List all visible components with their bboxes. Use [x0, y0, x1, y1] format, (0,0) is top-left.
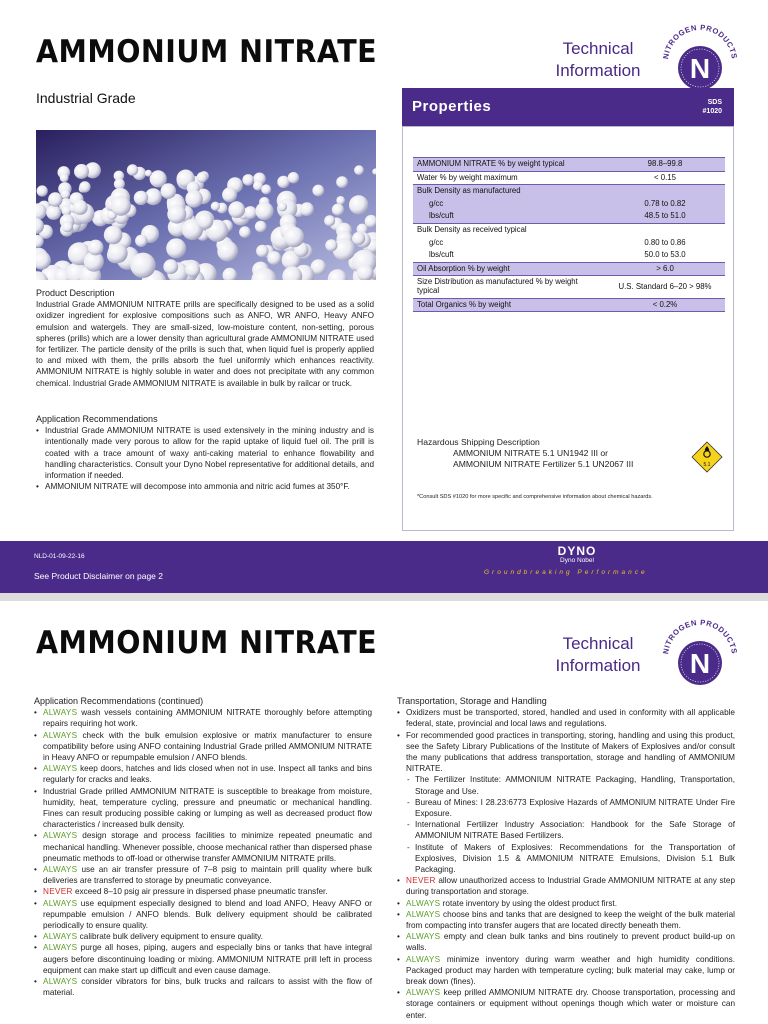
prill-bead [114, 179, 125, 190]
list-item-text: Industrial Grade prilled AMMONIUM NITRATE is susceptible to breakage from moisture, humidity, heat, temperature cycling, pressure and pneumatic or mechanical handling. Fines can result producing possible caking or lumping as well as decreased product flow characteristics / increased bulk density. [43, 786, 372, 830]
property-name: lbs/cuft [413, 210, 605, 223]
list-item [397, 909, 735, 931]
prill-bead [134, 191, 148, 205]
prill-bead [135, 235, 147, 247]
property-value: > 6.0 [605, 262, 725, 276]
reference-list [407, 774, 735, 875]
table-row [413, 171, 725, 185]
prills-photo [36, 130, 376, 280]
technical-information-label: Technical Information [555, 39, 641, 80]
reference-item: - International Fertilizer Industry Association: Handbook for the Safe Storage of AMMONIUM NITRATE Based Fertilizers. [407, 819, 735, 841]
list-item-text: keep prilled AMMONIUM NITRATE dry. Choose transportation, processing and storage containers or equipment without openings though which water or moisture can enter. [406, 988, 735, 1020]
prill-bead [261, 184, 271, 194]
list-item-text: empty and clean bulk tanks and bins routinely to prevent product build-up on walls. [406, 932, 735, 953]
footer-bar [0, 541, 768, 593]
prill-bead [130, 253, 155, 278]
list-item-text: use an air transfer pressure of 7–8 psig to maintain prill quality where bulk deliveries are transferred to storage by pneumatic conveyance. [43, 865, 372, 886]
always-keyword: ALWAYS [406, 954, 441, 964]
prill-bead [167, 205, 186, 224]
hazardous-line-1: AMMONIUM NITRATE 5.1 UN1942 III or [453, 448, 609, 458]
prill-bead [278, 202, 287, 211]
prill-bead [352, 232, 365, 245]
property-name: Bulk Density as manufactured [413, 185, 605, 198]
prill-bead [255, 202, 273, 220]
application-recommendations-heading: Application Recommendations [36, 414, 158, 424]
property-name: g/cc [429, 237, 444, 247]
prill-bead [60, 174, 69, 183]
list-item [34, 730, 372, 764]
prill-bead [267, 251, 281, 265]
prill-bead [228, 201, 245, 218]
sds-number: SDS #1020 [702, 99, 722, 115]
always-keyword: ALWAYS [406, 909, 441, 919]
prill-bead [197, 213, 214, 230]
dyno-nobel-logo: DYNO Dyno Nobel [557, 544, 597, 564]
prill-bead [161, 183, 177, 199]
prill-bead [217, 241, 238, 262]
prill-bead [163, 259, 178, 274]
list-item [34, 763, 372, 785]
nitrogen-products-logo [658, 611, 742, 695]
prill-bead [211, 202, 220, 211]
logo-letter: N [689, 53, 711, 84]
table-row [413, 249, 725, 262]
always-keyword: ALWAYS [43, 764, 78, 774]
prill-bead [37, 185, 48, 196]
property-name: Water % by weight maximum [413, 171, 605, 185]
prill-bead [46, 205, 61, 220]
list-item: • AMMONIUM NITRATE will decompose into ammonia and nitric acid fumes at 350°F. [36, 481, 374, 492]
property-value [605, 185, 725, 198]
section-heading: Application Recommendations (continued) [34, 696, 204, 706]
application-recommendations [36, 414, 374, 492]
tagline: Groundbreaking Performance [484, 569, 648, 576]
reference-item: - Institute of Makers of Explosives: Recommendations for the Transportation of Explosives, Division 1.5 & AMMONIUM NITRATE Emulsions, Division 5.1 Bulk Packaging. [407, 842, 735, 876]
property-value: U.S. Standard 6–20 > 98% [605, 276, 725, 298]
list-item-text: allow unauthorized access to Industrial Grade AMMONIUM NITRATE at any step during transportation and storage. [406, 876, 735, 897]
list-item [397, 954, 735, 988]
disclaimer-link[interactable]: See Product Disclaimer on page 2 [34, 571, 163, 581]
prill-bead [88, 240, 104, 256]
product-description-heading: Product Description [36, 288, 115, 298]
subtitle: Industrial Grade [36, 90, 136, 106]
list-item [34, 786, 372, 831]
prill-bead [256, 245, 269, 258]
list-item [397, 774, 735, 875]
hazardous-heading: Hazardous Shipping Description [417, 437, 540, 447]
table-row [413, 158, 725, 172]
prill-bead [312, 185, 324, 197]
always-keyword: ALWAYS [43, 730, 78, 740]
property-name: AMMONIUM NITRATE % by weight typical [413, 158, 605, 172]
property-value: < 0.2% [605, 298, 725, 312]
property-value: 0.78 to 0.82 [605, 198, 725, 211]
always-keyword: ALWAYS [43, 865, 78, 875]
document-code: NLD-01-09-22-16 [34, 553, 85, 560]
technical-information-label: Technical Information [555, 634, 641, 675]
prill-bead [288, 172, 299, 183]
product-description [36, 288, 374, 389]
list-item [397, 898, 735, 909]
prill-bead [145, 170, 152, 177]
always-keyword: ALWAYS [43, 932, 78, 942]
list-item [397, 707, 735, 729]
reference-item: - Bureau of Mines: I 28.23:6773 Explosive Hazards of AMMONIUM NITRATE Under Fire Exposure. [407, 797, 735, 819]
list-item-text: minimize inventory during warm weather and high humidity conditions. Packaged product may harden with temperature cycling; bulk material may cake, lump or break down (fines). [406, 954, 735, 987]
property-value: 48.5 to 51.0 [605, 210, 725, 223]
prill-bead [325, 239, 337, 251]
always-keyword: ALWAYS [43, 708, 78, 718]
prill-bead [239, 226, 251, 238]
property-name: Size Distribution as manufactured % by weight typical [413, 276, 605, 298]
section-heading: Transportation, Storage and Handling [397, 696, 547, 706]
page-title: AMMONIUM NITRATE [36, 34, 378, 70]
always-keyword: ALWAYS [43, 898, 78, 908]
property-name: Oil Absorption % by weight [413, 262, 605, 276]
table-row [413, 198, 725, 211]
page-title: AMMONIUM NITRATE [36, 625, 378, 661]
list-item-text: design storage and process facilities to minimize repeated pneumatic and mechanical handling. Whenever possible, choose mechanical rather than dispersed phase pneumatic methods to off-load or otherwise transfer AMMONIUM NITRATE prills. [43, 831, 372, 863]
reference-item: - The Fertilizer Institute: AMMONIUM NITRATE Packaging, Handling, Transportation, Storage and Use. [407, 774, 735, 796]
prill-bead [79, 181, 90, 192]
prill-bead [332, 204, 344, 216]
prill-bead [300, 202, 314, 216]
prill-bead [284, 227, 305, 248]
prill-bead [242, 174, 254, 186]
list-item-text: For recommended good practices in transporting, storing, handling and using this product, see the Safety Library Publications of the Institute of Makers of Explosives and/or consult the many publications that address transportation, storage and handling of AMMONIUM NITRATE. [406, 730, 735, 774]
prill-bead [74, 164, 89, 179]
never-keyword: NEVER [43, 887, 73, 897]
placard-class: 5.1 [703, 462, 711, 468]
prill-bead [73, 200, 88, 215]
table-row [413, 210, 725, 223]
list-item-text: consider vibrators for bins, bulk trucks and railcars to assist with the flow of material. [43, 977, 372, 998]
consult-note: *Consult SDS #1020 for more specific and comprehensive information about chemical hazards. [417, 494, 653, 500]
prill-bead [336, 176, 348, 188]
properties-table [413, 157, 725, 312]
list-item [397, 875, 735, 897]
prill-bead [108, 243, 128, 263]
prill-bead [185, 190, 203, 208]
prill-bead [349, 195, 368, 214]
table-row [413, 262, 725, 276]
logo-ring-text: NITROGEN PRODUCTS [661, 22, 739, 60]
list-item-text: use equipment especially designed to blend and load ANFO, Heavy ANFO or repumpable emulsion / ANFO blends. Bulk delivery equipment should be calibrated periodically to ensure quality. [43, 898, 372, 931]
hazardous-line-2: AMMONIUM NITRATE Fertilizer 5.1 UN2067 III [453, 459, 634, 469]
list-item-text: check with the bulk emulsion explosive or matrix manufacturer to ensure compatibility before using ANFO containing Industrial Grade prilled AMMONIUM NITRATE in Heavy ANFO or repumpable emulsion / ANFO blends. [43, 730, 372, 763]
list-item-text: wash vessels containing AMMONIUM NITRATE thoroughly before attempting repairs requiring hot work. [43, 708, 372, 729]
list-item [34, 886, 372, 897]
prill-bead [62, 221, 73, 232]
right-column [397, 696, 735, 1021]
list-item-text: Oxidizers must be transported, stored, handled and used in conformity with all applicable federal, state, provincial and local laws and regulations. [406, 708, 735, 729]
prill-bead [104, 226, 123, 245]
table-row [413, 276, 725, 298]
list-item-text: keep doors, hatches and lids closed when not in use. Inspect all tanks and bins regularly for cracks and leaks. [43, 764, 372, 785]
property-value: 0.80 to 0.86 [644, 237, 686, 247]
property-value: 50.0 to 53.0 [605, 249, 725, 262]
always-keyword: ALWAYS [406, 898, 441, 908]
prill-bead [166, 238, 186, 258]
hazardous-shipping [417, 437, 633, 470]
table-row [413, 185, 725, 198]
table-row [413, 237, 725, 250]
list-item-text: purge all hoses, piping, augers and especially bins or tanks that have integral augers before discontinuing loading or mixing. AMMONIUM NITRATE prill left in process equipment can make start up difficult and even cause damage. [43, 943, 372, 975]
prill-bead [111, 196, 131, 216]
property-value [605, 223, 725, 236]
property-name: Total Organics % by weight [413, 298, 605, 312]
always-keyword: ALWAYS [43, 977, 78, 987]
list-item [397, 730, 735, 775]
always-keyword: ALWAYS [406, 932, 441, 942]
list-item [34, 898, 372, 932]
list-item [34, 707, 372, 729]
property-name: g/cc [413, 198, 605, 211]
list-item [397, 987, 735, 1021]
list-item-text: calibrate bulk delivery equipment to ensure quality. [77, 932, 263, 942]
always-keyword: ALWAYS [43, 831, 78, 841]
properties-header [402, 88, 734, 126]
always-keyword: ALWAYS [406, 988, 441, 998]
prill-bead [354, 165, 364, 175]
property-name: Bulk Density as received typical [413, 223, 605, 236]
list-item [34, 864, 372, 886]
always-keyword: ALWAYS [43, 943, 78, 953]
table-row [413, 223, 725, 236]
prill-bead [324, 215, 335, 226]
prill-bead [197, 172, 208, 183]
table-row [413, 298, 725, 312]
oxidizer-placard-icon [691, 441, 723, 473]
logo-ring-text: NITROGEN PRODUCTS [661, 617, 739, 655]
properties-panel [402, 126, 734, 531]
property-value: 98.8–99.8 [605, 158, 725, 172]
prill-bead [336, 196, 345, 205]
list-item: • Industrial Grade AMMONIUM NITRATE is used extensively in the mining industry and is intentionally made very porous to allow for the rapid uptake of liquid fuel oil. The prill is coated with a trace amount of waxy anti-caking material to enhance flowability and handling characteristics. Consult your Dyno Nobel representative for additional details, and information if needed. [36, 425, 374, 481]
list-item [34, 931, 372, 942]
prill-bead [222, 187, 237, 202]
prill-bead [127, 164, 138, 175]
properties-label: Properties [412, 98, 492, 115]
never-keyword: NEVER [406, 876, 436, 886]
list-item-text: rotate inventory by using the oldest product first. [440, 898, 617, 908]
list-item [34, 942, 372, 976]
prill-bead [185, 262, 200, 277]
list-item [34, 830, 372, 864]
prill-bead [244, 206, 257, 219]
page-separator [0, 593, 768, 601]
left-column [34, 696, 372, 998]
page-2 [0, 601, 768, 1024]
prill-bead [48, 192, 62, 206]
product-description-text: Industrial Grade AMMONIUM NITRATE prills are specifically designed to be used as a solid oxidizer ingredient for explosive compositions such as ANFO, WR ANFO, Heavy ANFO emulsion and watergels. They are small-sized, low-moisture content, non-setting, porous spheres (prills) which are a lower density than agricultural grade AMMONIUM NITRATE used for fertilizer. The particle density of the prills is such that, when liquid fuel is properly applied to and mixed with them, the prills absorb the fuel uniformly which enhances reactivity. AMMONIUM NITRATE is highly soluble in water and does not precipitate with any common chemical. Industrial Grade AMMONIUM NITRATE is available in bulk by railcar or truck. [36, 300, 374, 388]
list-item-text: choose bins and tanks that are designed to keep the weight of the bulk material from compacting into transfer augers that are located directly beneath them. [406, 909, 735, 931]
list-item-text: exceed 8–10 psig air pressure in dispersed phase pneumatic transfer. [72, 887, 328, 897]
list-item [34, 976, 372, 998]
prill-bead [255, 221, 267, 233]
property-value: < 0.15 [605, 171, 725, 185]
property-name: lbs/cuft [413, 249, 605, 262]
list-item [397, 931, 735, 953]
logo-letter: N [689, 648, 711, 679]
